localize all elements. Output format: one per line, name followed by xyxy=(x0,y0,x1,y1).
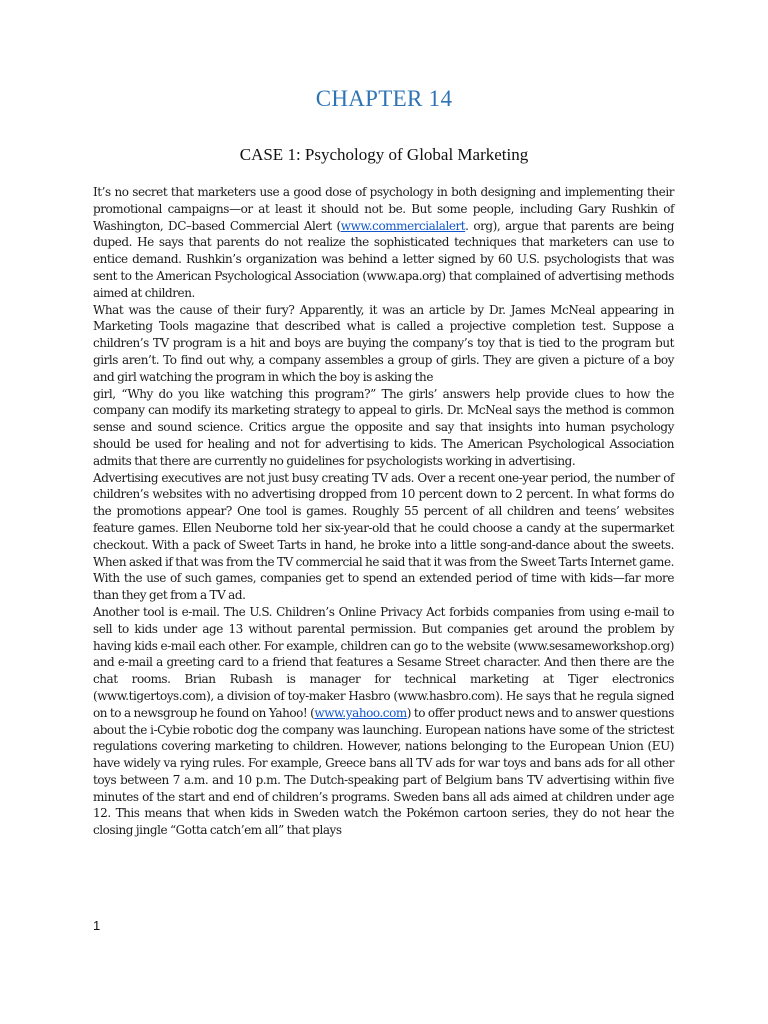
chapter-title: CHAPTER 14 xyxy=(315,86,453,111)
paragraph-5-text-b: ) to offer product news and to answer questions about the i-Cybie robotic dog the company was launching. European nations have some of the strictest regulations covering marketing to children. However, nations belonging to the European Union (EU) have widely va rying rules. For example, Greece bans all TV ads for war toys and bans ads for all other toys between 7 a.m. and 10 p.m. The Dutch-speaking part of Belgium bans TV advertising within five minutes of the start and end of children’s programs. Sweden bans all ads aimed at children under age 12. This means that when kids in Sweden watch the Pokémon cartoon series, they do not hear the closing jingle “Gotta catch’em all” that plays xyxy=(93,705,674,838)
paragraph-1-text-b: . org), argue that parents are being duped. He says that parents do not realize the sophisticated techniques that marketers can use to entice demand. Rushkin’s organization was behind a letter signed by 60 U.S. psychologists that was sent to the American Psychological Association (www.apa.org) that complained of advertising methods aimed at children. xyxy=(93,218,674,300)
case-title: CASE 1: Psychology of Global Marketing xyxy=(239,145,529,164)
paragraph-2: What was the cause of their fury? Apparently, it was an article by Dr. James McNeal appearing in Marketing Tools magazine that described what is called a projective completion test. Suppose a children’s TV program is a hit and boys are buying the company’s toy that is tied to the program but girls aren’t. To find out why, a company assembles a group of girls. They are given a picture of a boy and girl watching the program in which the boy is asking the xyxy=(93,302,674,384)
commercialalert-link[interactable]: www.commercialalert xyxy=(340,218,466,233)
paragraph-5-text-a: Another tool is e-mail. The U.S. Children’s Online Privacy Act forbids companies from using e-mail to sell to kids under age 13 without parental permission. But companies get around the problem by having kids e-mail each other. For example, children can go to the website (www.sesameworkshop.org) and e-mail a greeting card to a friend that features a Sesame Street character. And then there are the chat rooms. Brian Rubash is manager for technical marketing at Tiger electronics (www.tigertoys.com), a division of toy-maker Hasbro (www.hasbro.com). He says that he regula signed on to a newsgroup he found on Yahoo! ( xyxy=(93,604,674,720)
paragraph-4: Advertising executives are not just busy creating TV ads. Over a recent one-year period, the number of children’s websites with no advertising dropped from 10 percent down to 2 percent. In what forms do the promotions appear? One tool is games. Roughly 55 percent of all children and teens’ websites feature games. Ellen Neuborne told her six-year-old that he could choose a candy at the supermarket checkout. With a pack of Sweet Tarts in hand, he broke into a little song-and-dance about the sweets. When asked if that was from the TV commercial he said that it was from the Sweet Tarts Internet game. With the use of such games, companies get to spend an extended period of time with kids—far more than they get from a TV ad. xyxy=(93,470,674,603)
paragraph-1-text-a: It’s no secret that marketers use a good dose of psychology in both designing and implementing their promotional campaigns—or at least it should not be. But some people, including Gary Rushkin of Washington, DC–based Commercial Alert ( xyxy=(93,185,674,233)
body-text xyxy=(93,184,674,839)
page-number: 1 xyxy=(93,918,101,933)
yahoo-link[interactable]: www.yahoo.com xyxy=(314,705,407,720)
paragraph-1 xyxy=(93,184,674,302)
paragraph-3: girl, “Why do you like watching this program?” The girls’ answers help provide clues to how the company can modify its marketing strategy to appeal to girls. Dr. McNeal says the method is common sense and sound science. Critics argue the opposite and say that insights into human psychology should be used for healing and not for advertising to kids. The American Psychological Association admits that there are currently no guidelines for psychologists working in advertising. xyxy=(93,386,674,468)
paragraph-5 xyxy=(93,604,674,839)
